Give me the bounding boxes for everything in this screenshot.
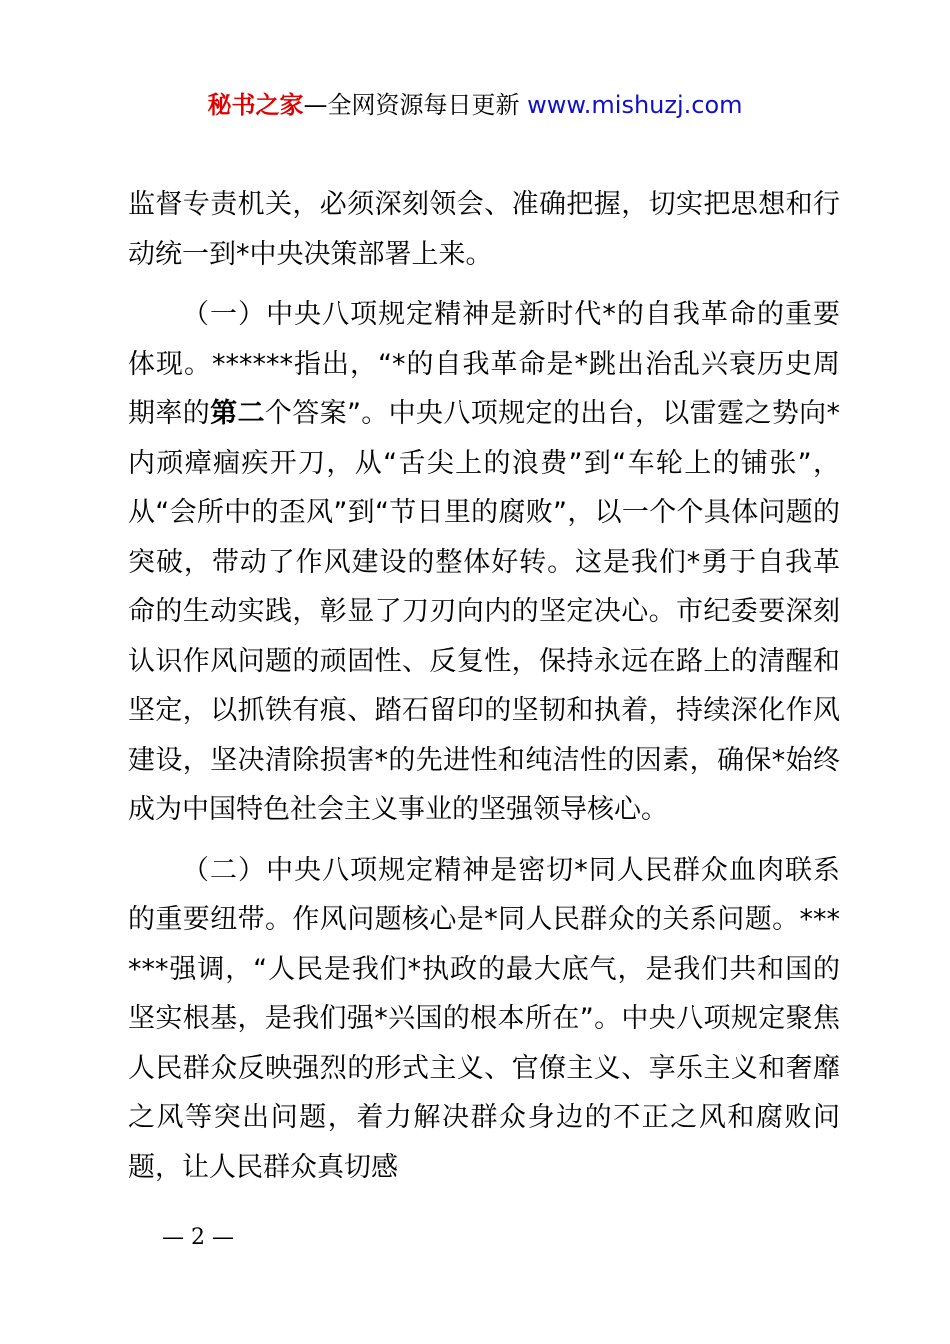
- paragraph-section-one: [128, 290, 840, 835]
- paragraph-text: 个答案”。中央八项规定的出台，以雷霆之势向*内顽瘴痼疾开刀，从“舌尖上的浪费”到“车轮上的铺张”，从“会所中的歪风”到“节日里的腐败”，以一个个具体问题的突破，带动了作风建设的整体好转。这是我们*勇于自我革命的生动实践，彰显了刀刃向内的坚定决心。市纪委要深刻认识作风问题的顽固性、反复性，保持永远在路上的清醒和坚定，以抓铁有痕、踏石留印的坚韧和执着，持续深化作风建设，坚决清除损害*的先进性和纯洁性的因素，确保*始终成为中国特色社会主义事业的坚强领导核心。: [128, 398, 841, 825]
- bold-text: 第二: [210, 398, 265, 429]
- site-header: [0, 88, 950, 122]
- paragraph-section-two: （二）中央八项规定精神是密切*同人民群众血肉联系的重要纽带。作风问题核心是*同人民群众的关系问题。******强调，“人民是我们*执政的最大底气，是我们共和国的坚实根基，是我们强*兴国的根本所在”。中央八项规定聚焦人民群众反映强烈的形式主义、官僚主义、享乐主义和奢靡之风等突出问题，着力解决群众身边的不正之风和腐败问题，让人民群众真切感: [128, 854, 840, 1183]
- paragraph-continuation: 监督专责机关，必须深刻领会、准确把握，切实把思想和行动统一到*中央决策部署上来。: [128, 189, 840, 270]
- page-number: — 2 —: [162, 1225, 234, 1250]
- site-url-link[interactable]: www.mishuzj.com: [527, 91, 743, 119]
- site-brand: 秘书之家: [207, 91, 304, 119]
- paragraph-text: （一）中央八项规定精神是新时代*的自我革命的重要体现。******指出，“*的自我革命是*跳出治乱兴衰历史周期率的: [128, 299, 840, 429]
- site-tagline: —全网资源每日更新: [303, 91, 528, 119]
- document-body: [128, 180, 840, 1203]
